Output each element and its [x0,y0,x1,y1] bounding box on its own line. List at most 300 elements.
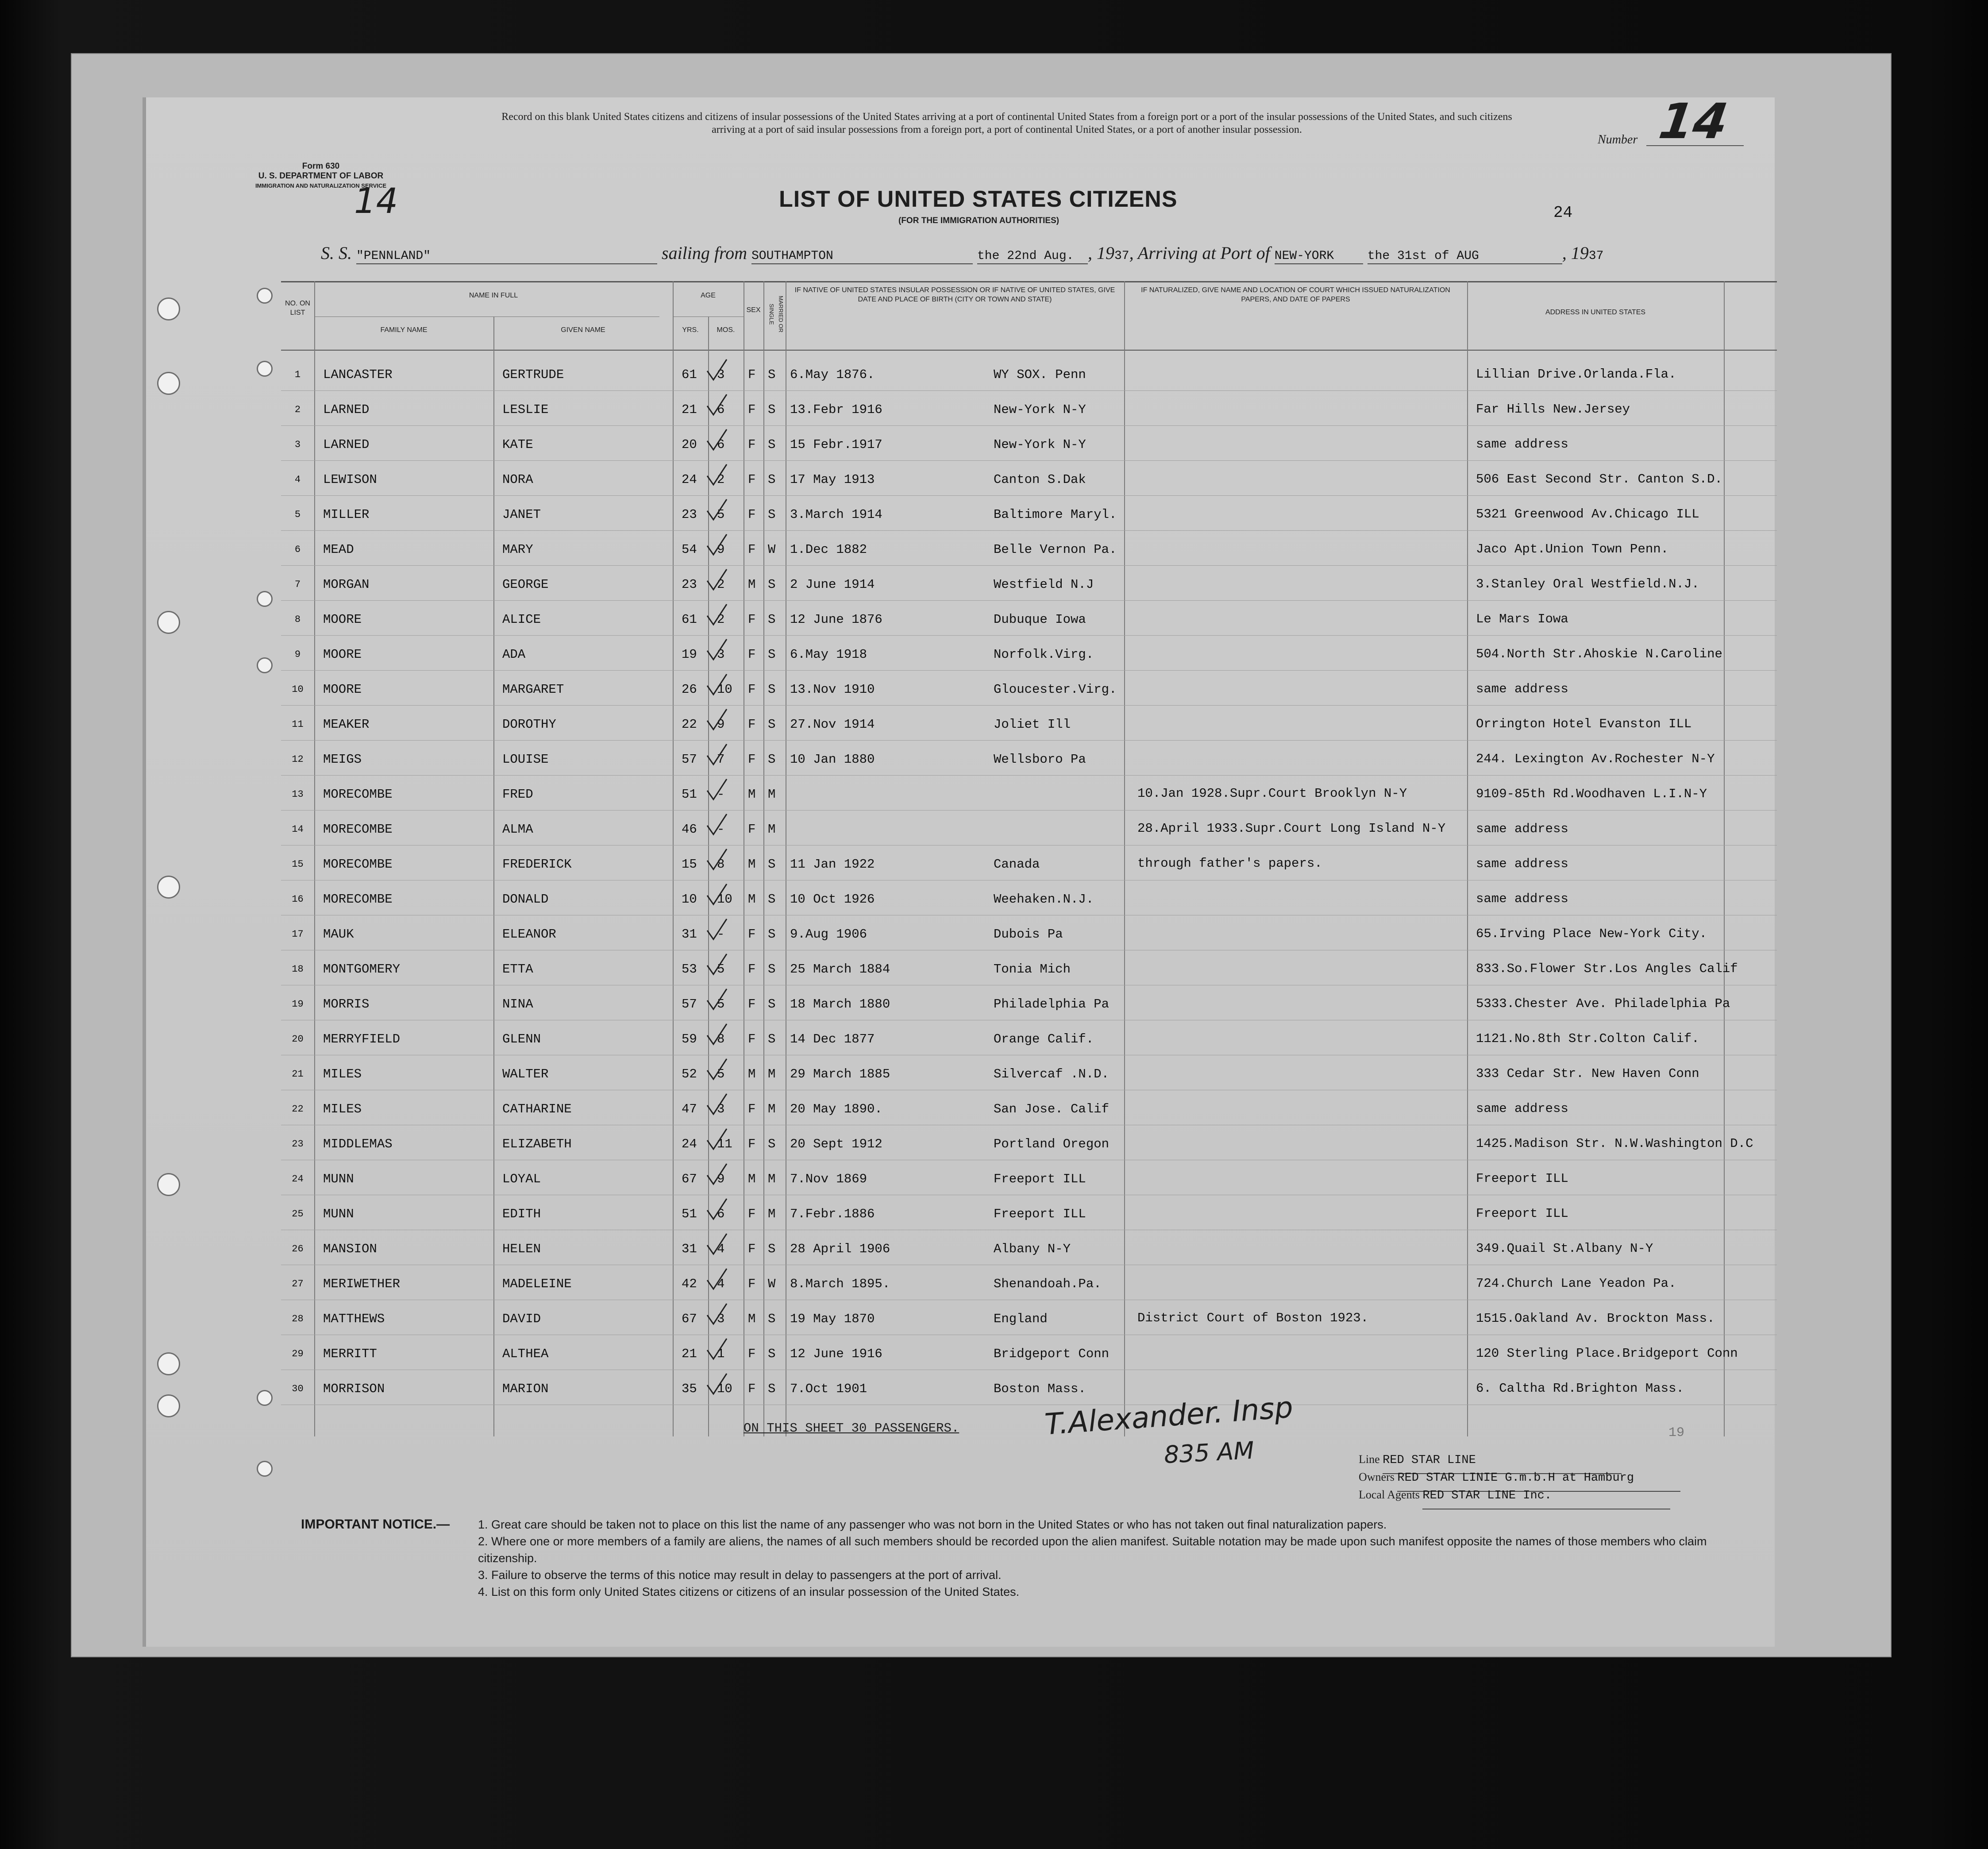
agents-label: Local Agents [1359,1488,1420,1501]
birth-date: 10 Jan 1880 [790,752,875,767]
birth-place: Belle Vernon Pa. [994,542,1117,557]
birth-date: 13.Febr 1916 [790,402,882,417]
number-label: Number [1598,133,1638,147]
birth-place: Freeport ILL [994,1172,1086,1186]
marital-status: M [768,1207,776,1221]
col-header-months: MOS. [717,326,735,334]
birth-place: England [994,1312,1048,1326]
age-months: 8 [717,1032,725,1046]
row-rule [281,425,1777,426]
sex: F [748,1137,756,1151]
col-header-married: MARRIED OR SINGLE [768,296,784,333]
address: 349.Quail St.Albany N-Y [1476,1241,1653,1256]
col-divider [314,281,315,1436]
col-divider [673,281,674,1436]
given-name: ELIZABETH [502,1137,572,1151]
punch-hole [157,1394,180,1417]
birth-place: San Jose. Calif [994,1102,1110,1116]
age-months: 6 [717,402,725,417]
age-years: 51 [682,787,697,802]
important-notice [301,1516,1744,1600]
arriving-label: , Arriving at Port of [1129,243,1270,263]
punch-hole [257,657,273,673]
row-number: 6 [294,544,301,555]
time-note: 835 AM [1163,1436,1255,1469]
row-number: 4 [294,474,301,485]
check-mark-icon [704,777,730,804]
notice-item: 1. Great care should be taken not to place on this list the name of any passenger who was not born in the United States or who has not taken out final naturalization papers. [478,1518,1387,1531]
agents-row [1359,1482,1680,1509]
birth-place: WY SOX. Penn [994,367,1086,382]
handwritten-mark: 14 [354,181,398,221]
address: same address [1476,857,1568,871]
birth-place: Baltimore Maryl. [994,507,1117,522]
address: Le Mars Iowa [1476,612,1568,626]
port-to: NEW-YORK [1274,249,1334,263]
age-months: 6 [717,437,725,452]
address: same address [1476,1101,1568,1116]
age-months: 11 [717,1137,732,1151]
given-name: KATE [502,437,533,452]
marital-status: M [768,1172,776,1186]
col-header-given-name: GIVEN NAME [561,326,605,334]
age-months: 2 [717,612,725,627]
age-months: 1 [717,1347,725,1361]
marital-status: S [768,682,776,697]
year-prefix: , 19 [1088,243,1114,263]
check-mark-icon [704,498,730,524]
sex: F [748,1032,756,1046]
marital-status: S [768,577,776,592]
given-name: LOYAL [502,1172,541,1186]
family-name: MORRIS [323,997,370,1011]
address: 333 Cedar Str. New Haven Conn [1476,1066,1699,1081]
address: 65.Irving Place New-York City. [1476,926,1707,941]
age-years: 31 [682,1242,697,1256]
row-number: 1 [294,369,301,380]
department-name: U. S. DEPARTMENT OF LABOR [258,171,384,181]
family-name: LANCASTER [323,367,393,382]
birth-place: Tonia Mich [994,962,1071,977]
notice-heading: IMPORTANT NOTICE.— [301,1517,450,1532]
marital-status: M [768,787,776,802]
family-name: LARNED [323,402,370,417]
age-months: - [717,927,725,942]
family-name: MORECOMBE [323,822,393,837]
punch-hole [157,876,180,899]
age-months: - [717,822,725,837]
birth-place: Joliet Ill [994,717,1071,732]
age-months: 3 [717,367,725,382]
ss-label: S. S. [321,243,352,263]
address: Freeport ILL [1476,1206,1568,1221]
col-divider [1124,281,1125,1436]
birth-date: 6.May 1918 [790,647,867,662]
row-number: 30 [292,1383,304,1394]
marital-status: S [768,1032,776,1046]
marital-status: S [768,857,776,872]
check-mark-icon [704,882,730,909]
sex: F [748,752,756,767]
address: 6. Caltha Rd.Brighton Mass. [1476,1381,1684,1396]
age-months: 10 [717,682,732,697]
check-mark-icon [704,1127,730,1154]
family-name: MORGAN [323,577,370,592]
shipping-line-block [1359,1447,1680,1509]
address: 506 East Second Str. Canton S.D. [1476,472,1722,486]
sex: F [748,717,756,732]
age-years: 67 [682,1312,697,1326]
birth-date: 14 Dec 1877 [790,1032,875,1046]
col-header-family-name: FAMILY NAME [380,326,428,334]
age-years: 35 [682,1382,697,1396]
line-label: Line [1359,1453,1380,1466]
family-name: MEAKER [323,717,370,732]
row-rule [281,390,1777,391]
age-years: 21 [682,402,697,417]
naturalization: District Court of Boston 1923. [1137,1311,1369,1325]
given-name: DOROTHY [502,717,556,732]
check-mark-icon [704,567,730,594]
age-years: 52 [682,1067,697,1081]
age-months: - [717,787,725,802]
row-number: 12 [292,754,304,765]
birth-date: 20 May 1890. [790,1102,882,1116]
check-mark-icon [704,987,730,1014]
family-name: MILLER [323,507,370,522]
row-number: 10 [292,684,304,695]
family-name: MERRITT [323,1347,377,1361]
address: 5321 Greenwood Av.Chicago ILL [1476,507,1699,521]
age-years: 24 [682,1137,697,1151]
sex: F [748,437,756,452]
age-years: 22 [682,717,697,732]
family-name: MORECOMBE [323,787,393,802]
birth-place: Portland Oregon [994,1137,1110,1151]
family-name: MAUK [323,927,354,942]
family-name: MIDDLEMAS [323,1137,393,1151]
family-name: MORECOMBE [323,857,393,872]
given-name: ETTA [502,962,533,977]
family-name: MUNN [323,1172,354,1186]
given-name: NORA [502,472,533,487]
age-years: 57 [682,752,697,767]
given-name: EDITH [502,1207,541,1221]
address: 1121.No.8th Str.Colton Calif. [1476,1031,1699,1046]
punch-hole [257,288,273,304]
check-mark-icon [704,428,730,454]
row-number: 26 [292,1243,304,1255]
marital-status: S [768,997,776,1011]
age-years: 57 [682,997,697,1011]
inspector-signature: T.Alexander. Insp [1043,1390,1295,1442]
birth-date: 28 April 1906 [790,1242,890,1256]
address: Far Hills New.Jersey [1476,402,1630,417]
check-mark-icon [704,1232,730,1258]
birth-date: 20 Sept 1912 [790,1137,882,1151]
check-mark-icon [704,1022,730,1049]
given-name: DONALD [502,892,549,907]
sex: F [748,682,756,697]
row-rule [281,635,1777,636]
row-number: 9 [294,649,301,660]
check-mark-icon [704,1162,730,1189]
age-months: 5 [717,1067,725,1081]
check-mark-icon [704,1057,730,1084]
birth-date: 2 June 1914 [790,577,875,592]
voyage-line [321,243,1603,264]
col-header-number: NO. ON LIST [285,300,310,317]
age-months: 4 [717,1277,725,1291]
row-rule [281,670,1777,671]
age-years: 15 [682,857,697,872]
sex: F [748,612,756,627]
row-rule [281,740,1777,741]
year-to: 37 [1588,249,1604,263]
marital-status: S [768,1242,776,1256]
age-years: 26 [682,682,697,697]
col-header-sex: SEX [746,306,761,314]
row-rule [281,530,1777,531]
stamped-number: 24 [1553,204,1573,222]
address: same address [1476,822,1568,836]
row-rule [281,460,1777,461]
birth-date: 29 March 1885 [790,1067,890,1081]
marital-status: S [768,402,776,417]
age-months: 8 [717,857,725,872]
row-number: 29 [292,1348,304,1359]
given-name: ELEANOR [502,927,556,942]
age-months: 3 [717,1312,725,1326]
punch-hole [257,361,273,377]
address: 724.Church Lane Yeadon Pa. [1476,1276,1676,1291]
marital-status: M [768,822,776,837]
age-months: 2 [717,577,725,592]
check-mark-icon [704,952,730,979]
naturalization: through father's papers. [1137,856,1322,871]
given-name: ALMA [502,822,533,837]
age-years: 61 [682,367,697,382]
owners-value: RED STAR LINIE G.m.b.H at Hamburg [1397,1465,1680,1492]
notice-item: 3. Failure to observe the terms of this notice may result in delay to passengers at the port of arrival. [478,1568,1002,1582]
address: 244. Lexington Av.Rochester N-Y [1476,752,1715,766]
birth-place: Gloucester.Virg. [994,682,1117,697]
age-months: 9 [717,1172,725,1186]
row-number: 27 [292,1278,304,1289]
sex: F [748,927,756,942]
age-months: 3 [717,647,725,662]
year-from: 37 [1114,249,1129,263]
marital-status: S [768,1382,776,1396]
marital-status: S [768,367,776,382]
birth-place: Westfield N.J [994,577,1094,592]
sex: M [748,1067,756,1081]
birth-date: 25 March 1884 [790,962,890,977]
ship-name-field [356,243,657,264]
check-mark-icon [704,602,730,629]
age-months: 5 [717,997,725,1011]
sex: M [748,1312,756,1326]
age-months: 7 [717,752,725,767]
age-months: 3 [717,1102,725,1116]
marital-status: S [768,472,776,487]
col-header-naturalized: IF NATURALIZED, GIVE NAME AND LOCATION OF COURT WHICH ISSUED NATURALIZATION PAPERS, AND DATE OF PAPERS [1141,286,1450,303]
age-years: 20 [682,437,697,452]
age-months: 6 [717,1207,725,1221]
age-years: 31 [682,927,697,942]
address: 504.North Str.Ahoskie N.Caroline [1476,647,1722,661]
form-number: Form 630 [302,162,340,171]
birth-place: Freeport ILL [994,1207,1086,1221]
check-mark-icon [704,393,730,419]
row-number: 5 [294,509,301,520]
address: Freeport ILL [1476,1171,1568,1186]
family-name: MATTHEWS [323,1312,385,1326]
given-name: FREDERICK [502,857,572,872]
check-mark-icon [704,1372,730,1398]
check-mark-icon [704,847,730,874]
sex: M [748,787,756,802]
birth-place: Norfolk.Virg. [994,647,1094,662]
family-name: MILES [323,1102,362,1116]
given-name: GERTRUDE [502,367,564,382]
birth-date: 12 June 1876 [790,612,882,627]
row-number: 23 [292,1139,304,1150]
row-number: 2 [294,404,301,415]
punch-hole [157,611,180,634]
col-header-birth: IF NATIVE OF UNITED STATES INSULAR POSSESSION OR IF NATIVE OF UNITED STATES, GIVE DATE AND PLACE OF BIRTH (CITY OR TOWN AND STATE) [794,286,1115,303]
punch-hole [157,1173,180,1196]
year-prefix-2: , 19 [1562,243,1589,263]
sex: M [748,577,756,592]
marital-status: S [768,962,776,977]
punch-hole [257,1461,273,1477]
birth-place: Philadelphia Pa [994,997,1110,1011]
row-rule [281,495,1777,496]
given-name: JANET [502,507,541,522]
family-name: MOORE [323,612,362,627]
check-mark-icon [704,1337,730,1363]
family-name: MUNN [323,1207,354,1221]
sex: F [748,367,756,382]
address: Jaco Apt.Union Town Penn. [1476,542,1669,556]
col-divider [1467,281,1468,1436]
col-header-address: ADDRESS IN UNITED STATES [1545,309,1646,316]
address: 5333.Chester Ave. Philadelphia Pa [1476,996,1730,1011]
row-number: 17 [292,929,304,940]
age-months: 2 [717,472,725,487]
birth-date: 7.Nov 1869 [790,1172,867,1186]
birth-place: Shenandoah.Pa. [994,1277,1102,1291]
check-mark-icon [704,1267,730,1293]
age-months: 5 [717,507,725,522]
sailing-from-label: sailing from [662,243,747,263]
row-number: 11 [292,719,304,730]
header-bottom-rule [281,350,1777,351]
sex: F [748,1207,756,1221]
line-value: RED STAR LINE [1383,1448,1622,1474]
marital-status: S [768,717,776,732]
given-name: NINA [502,997,533,1011]
row-number: 19 [292,999,304,1010]
date-from: the 22nd Aug. [977,249,1074,263]
given-name: MARGARET [502,682,564,697]
row-number: 24 [292,1173,304,1185]
marital-status: S [768,1137,776,1151]
marital-status: M [768,1102,776,1116]
given-name: ALTHEA [502,1347,549,1361]
age-months: 9 [717,717,725,732]
check-mark-icon [704,917,730,944]
document-title: LIST OF UNITED STATES CITIZENS [779,186,1178,212]
naturalization: 28.April 1933.Supr.Court Long Island N-Y [1137,821,1446,836]
check-mark-icon [704,812,730,839]
age-months: 4 [717,1242,725,1256]
birth-place: Dubois Pa [994,927,1063,942]
sex: F [748,962,756,977]
given-name: HELEN [502,1242,541,1256]
check-mark-icon [704,533,730,559]
sex: M [748,857,756,872]
row-number: 15 [292,859,304,870]
birth-date: 13.Nov 1910 [790,682,875,697]
birth-place: Bridgeport Conn [994,1347,1110,1361]
birth-date: 9.Aug 1906 [790,927,867,942]
given-name: LESLIE [502,402,549,417]
age-years: 19 [682,647,697,662]
notice-item: 2. Where one or more members of a family are aliens, the names of all such members should be recorded upon the alien manifest. Suitable notation may be made upon such manifest opposite the names of those members who claim citizenship. [478,1535,1707,1565]
port-to-field [1275,243,1363,264]
row-number: 22 [292,1104,304,1115]
marital-status: S [768,507,776,522]
birth-date: 27.Nov 1914 [790,717,875,732]
service-name: IMMIGRATION AND NATURALIZATION SERVICE [255,182,387,189]
birth-place: Wellsboro Pa [994,752,1086,767]
punch-hole [257,1390,273,1406]
age-years: 59 [682,1032,697,1046]
row-number: 13 [292,789,304,800]
age-years: 23 [682,577,697,592]
birth-date: 3.March 1914 [790,507,882,522]
birth-date: 10 Oct 1926 [790,892,875,907]
family-name: MONTGOMERY [323,962,401,977]
sheet-total: ON THIS SHEET 30 PASSENGERS. [744,1421,959,1436]
marital-status: S [768,927,776,942]
sex: F [748,402,756,417]
birth-date: 6.May 1876. [790,367,875,382]
age-years: 23 [682,507,697,522]
family-name: MERRYFIELD [323,1032,401,1046]
age-years: 10 [682,892,697,907]
marital-status: S [768,1347,776,1361]
birth-place: Orange Calif. [994,1032,1094,1046]
sex: M [748,892,756,907]
birth-place: Canton S.Dak [994,472,1086,487]
birth-date: 18 March 1880 [790,997,890,1011]
birth-place: Canada [994,857,1040,872]
row-number: 28 [292,1313,304,1324]
port-from: SOUTHAMPTON [751,249,833,263]
family-name: MANSION [323,1242,377,1256]
birth-date: 12 June 1916 [790,1347,882,1361]
port-from-field [751,243,973,264]
col-divider [763,281,764,1436]
sex: F [748,1102,756,1116]
given-name: FRED [502,787,533,802]
age-years: 21 [682,1347,697,1361]
check-mark-icon [704,707,730,734]
given-name: MARION [502,1382,549,1396]
